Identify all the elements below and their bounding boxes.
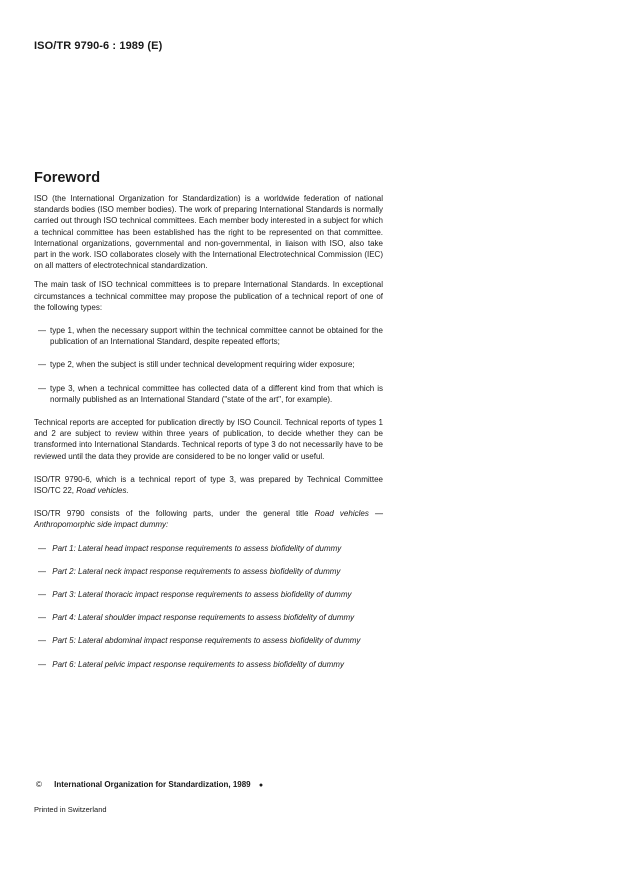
list-item-part-5 xyxy=(34,635,383,646)
dash-mark: — xyxy=(38,659,46,669)
bullet-icon: ● xyxy=(258,782,264,789)
dash-mark: — xyxy=(38,636,46,646)
committee-title: Road vehicles. xyxy=(76,486,129,496)
dash-mark: — xyxy=(38,613,46,623)
list-item-part-4 xyxy=(34,612,383,623)
part-title: Lateral neck impact response requirements to assess biofidelity of dummy xyxy=(78,566,341,576)
part-title: Lateral thoracic impact response requirements to assess biofidelity of dummy xyxy=(78,590,352,600)
foreword-body xyxy=(34,193,383,682)
page-title: Foreword xyxy=(34,170,101,186)
type-2-text: type 2, when the subject is still under technical development requiring wider exposure; xyxy=(50,360,355,370)
dash-mark: — xyxy=(38,383,46,393)
prepared-by-text: ISO/TR 9790-6, which is a technical report of type 3, was prepared by Technical Committee ISO/TC 22, xyxy=(34,474,383,496)
part-number: Part 5: xyxy=(52,636,76,646)
list-item-part-1 xyxy=(34,543,383,554)
copyright-icon: © xyxy=(36,780,42,789)
document-id-header: ISO/TR 9790-6 : 1989 (E) xyxy=(34,40,163,52)
printed-in-text: Printed in Switzerland xyxy=(34,805,107,814)
paragraph-iso-intro: ISO (the International Organization for Standardization) is a worldwide federation of national standards bodies (ISO member bodies). The work of preparing International Standards is normally carried out through ISO technical committees. Each member body interested in a subject for which a technical committee has been established has the right to be represented on that committee. International organizations, governmental and non-governmental, in liaison with ISO, also take part in the work. ISO collaborates closely with the International Electrotechnical Commission (IEC) on all matters of electrotechnical standardization. xyxy=(34,194,383,271)
part-number: Part 1: xyxy=(52,543,76,553)
part-number: Part 4: xyxy=(52,613,76,623)
dash-mark: — xyxy=(38,566,46,576)
type-3-text: type 3, when a technical committee has collected data of a different kind from that which is normally published as an International Standard ("state of the art", for example). xyxy=(50,383,383,404)
paragraph-main-task: The main task of ISO technical committees is to prepare International Standards. In exceptional circumstances a technical committee may propose the publication of a technical report of one of the following types: xyxy=(34,280,383,312)
type-1-text: type 1, when the necessary support within the technical committee cannot be obtained for the publication of an International Standard, despite repeated efforts; xyxy=(50,326,383,347)
list-item-part-3 xyxy=(34,589,383,600)
part-title: Lateral pelvic impact response requirements to assess biofidelity of dummy xyxy=(78,659,344,669)
list-item-type-2 xyxy=(34,359,383,370)
list-item-type-1 xyxy=(34,325,383,347)
list-item-part-6 xyxy=(34,659,383,670)
list-item-type-3 xyxy=(34,383,383,405)
part-title: Lateral head impact response requirements to assess biofidelity of dummy xyxy=(78,543,342,553)
general-title: Road vehicles — Anthropomorphic side impact dummy: xyxy=(34,509,383,530)
paragraph-parts-intro xyxy=(34,508,383,530)
copyright-line xyxy=(36,780,263,789)
part-number: Part 6: xyxy=(52,659,76,669)
dash-mark: — xyxy=(38,326,46,336)
part-title: Lateral abdominal impact response requirements to assess biofidelity of dummy xyxy=(78,636,361,646)
list-item-part-2 xyxy=(34,566,383,577)
paragraph-technical-reports: Technical reports are accepted for publication directly by ISO Council. Technical reports of types 1 and 2 are subject to review within three years of publication, to decide whether they can be transformed into International Standards. Technical reports of type 3 do not necessarily have to be reviewed until the data they provide are considered to be no longer valid or useful. xyxy=(34,418,383,461)
dash-mark: — xyxy=(38,360,46,370)
dash-mark: — xyxy=(38,543,46,553)
part-number: Part 3: xyxy=(52,590,76,600)
dash-mark: — xyxy=(38,590,46,600)
part-number: Part 2: xyxy=(52,566,76,576)
part-title: Lateral shoulder impact response requirements to assess biofidelity of dummy xyxy=(78,613,355,623)
paragraph-prepared-by xyxy=(34,474,383,496)
parts-intro-text: ISO/TR 9790 consists of the following parts, under the general title xyxy=(34,509,309,519)
copyright-text: International Organization for Standardization, 1989 xyxy=(54,780,251,789)
